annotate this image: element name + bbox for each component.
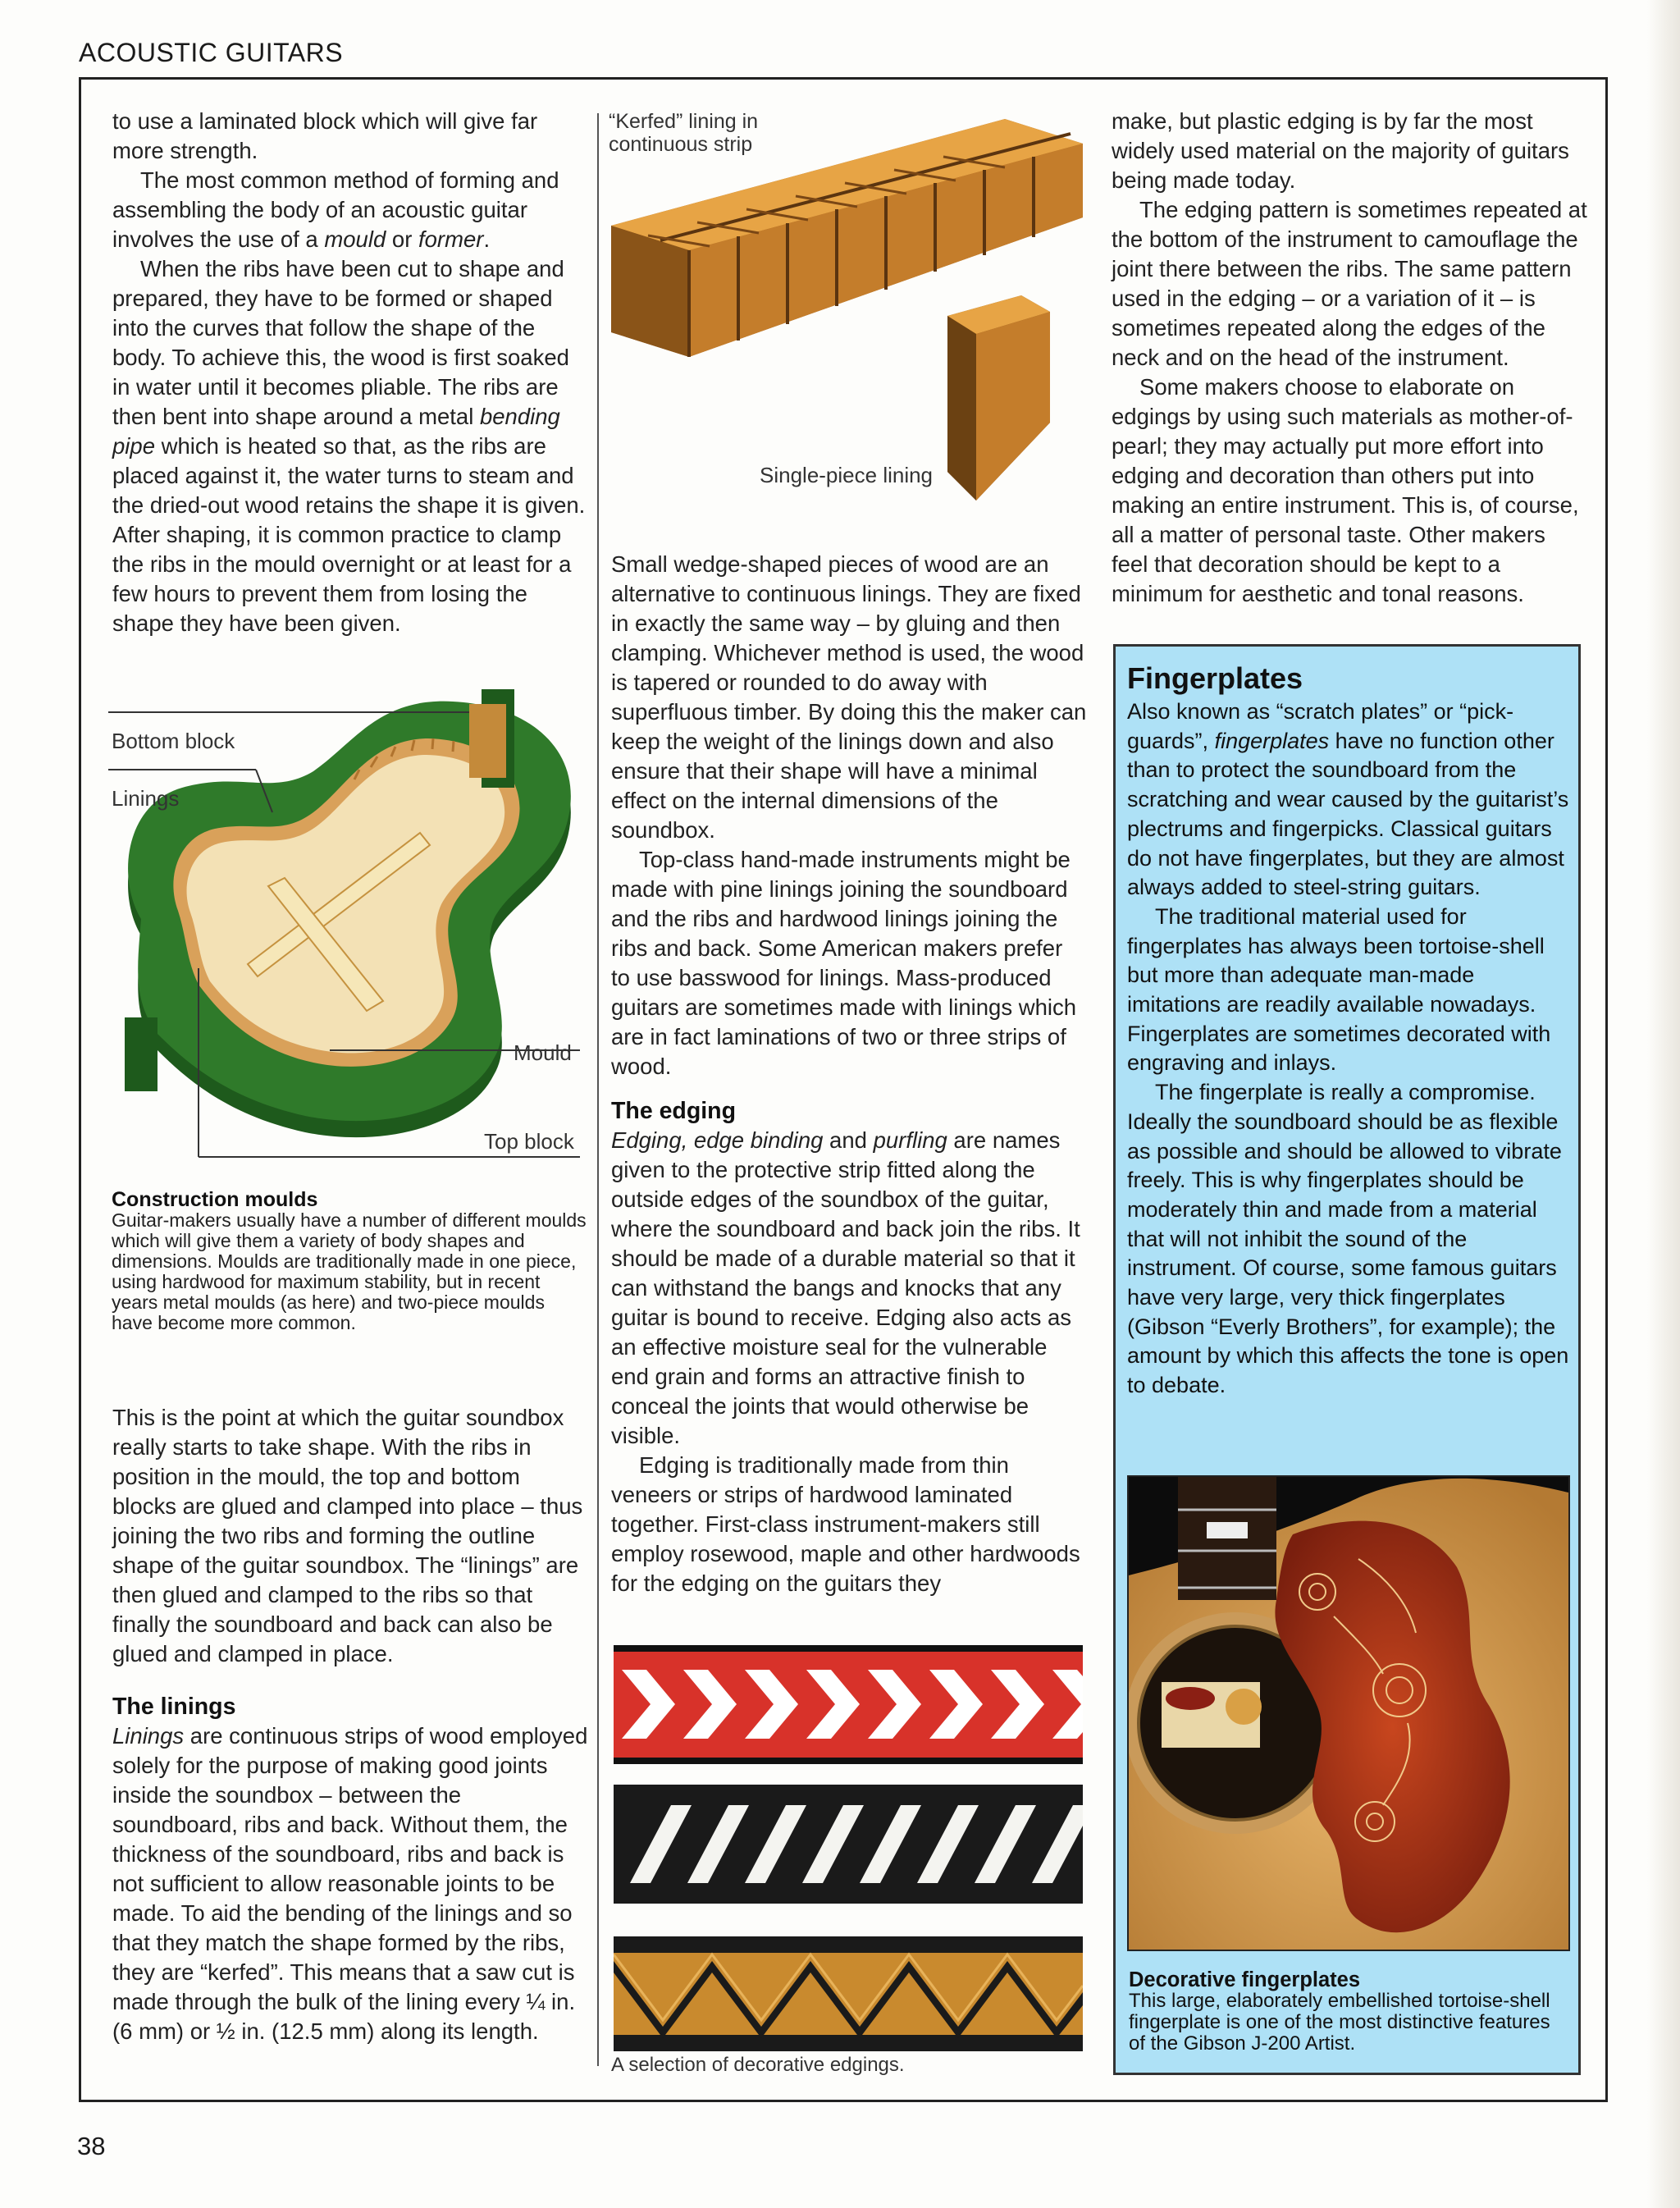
label-bottom-block: Bottom block <box>112 729 235 753</box>
gibson-fingerplate-photo <box>1127 1475 1570 1951</box>
subhead-linings: The linings <box>112 1694 236 1720</box>
label-top-block: Top block <box>484 1129 574 1154</box>
running-head: ACOUSTIC GUITARS <box>79 38 344 67</box>
decorative-edging-zigzag <box>614 1936 1083 2051</box>
construction-mould-illustration <box>108 689 584 1165</box>
paragraph: make, but plastic edging is by far the most widely used material on the majority of guitars being made today. <box>1112 108 1569 193</box>
paragraph: Linings are continuous strips of wood employed solely for the purpose of making good joints inside the soundbox – between the soundboard, ribs and back. Without them, the thickness of the soundboard, ribs and back is not sufficient to allow reasonable joints to be made. To aid the bending of the linings and so that they match the shape formed by the ribs, they are “kerfed”. This means that a saw cut is made through the bulk of the lining every ¼ in. (6 mm) or ½ in. (12.5 mm) along its length. <box>112 1723 588 2044</box>
fingerplate-photo-caption <box>1129 1969 1572 2055</box>
paragraph: The most common method of forming and assembling the body of an acoustic guitar involves the use of a mould or former. <box>112 167 559 252</box>
paragraph: Top-class hand-made instruments might be made with pine linings joining the soundboard and the ribs and hardwood linings joining the ribs and back. Some American makers prefer to use basswood for linings. Mass-produced guitars are sometimes made with linings which are in fact laminations of two or three strips of wood. <box>611 847 1077 1079</box>
paragraph: The edging pattern is sometimes repeated at the bottom of the instrument to camouflage the joint there between the ribs. The same pattern used in the edging – or a variation of it – is sometimes repeated along the edges of the neck and on the head of the instrument. <box>1112 197 1587 370</box>
caption-title: Construction moulds <box>112 1188 318 1211</box>
column1-bottom-text <box>112 1403 588 2046</box>
decorative-edging-diagonal-stripes <box>614 1785 1083 1904</box>
label-mould: Mould <box>514 1040 572 1065</box>
fingerplates-sidebar <box>1113 644 1581 2075</box>
paragraph: Also known as “scratch plates” or “pick-guards”, fingerplates have no function other than to protect the soundboard from the scratching and wear caused by the guitarist’s plectrums and fingerpicks. Classical guitars do not have fingerplates, but they are almost always added to steel-string guitars. <box>1127 699 1569 900</box>
page-edge-shadow <box>1647 0 1680 2208</box>
fingerplates-text <box>1127 697 1570 1401</box>
column1-top-text <box>112 107 588 638</box>
paragraph: The fingerplate is really a compromise. Ideally the soundboard should be as flexible as possible and should be allowed to vibrate freely. This is why fingerplates should be moderately thin and made from a material that will not inhibit the sound of the instrument. Of course, some famous guitars have very large, very thick fingerplates (Gibson “Everly Brothers”, for example); the amount by which this affects the tone is open to debate. <box>1127 1080 1569 1398</box>
paragraph: Edging is traditionally made from thin veneers or strips of hardwood laminated together. First-class instrument-makers still employ rosewood, maple and other hardwoods for the edging on the guitars they <box>611 1452 1080 1596</box>
caption-title: Decorative fingerplates <box>1129 1968 1361 1991</box>
paragraph: to use a laminated block which will give far more strength. <box>112 108 538 163</box>
paragraph: The traditional material used for fingerplates has always been tortoise-shell but more than adequate man-made imitations are readily available nowadays. Fingerplates are sometimes decorated with engraving and inlays. <box>1127 903 1551 1076</box>
label-single-piece-lining: Single-piece lining <box>760 463 934 487</box>
column-rule-right <box>1095 113 1097 1246</box>
subhead-edging: The edging <box>611 1098 736 1124</box>
column3-text <box>1112 107 1587 609</box>
caption-text: Guitar-makers usually have a number of different moulds which will give them a variety of body shapes and dimensions. Moulds are traditionally made in one piece, using hardwood for maximum stability, but in recent years metal moulds (as here) and two-piece moulds have become more common. <box>112 1209 587 1333</box>
paragraph: Some makers choose to elaborate on edgings by using such materials as mother-of-pearl; they may actually put more effort into edging and decoration than others put into making an entire instrument. This is, of course, all a matter of personal taste. Other makers feel that decoration should be kept to a minimum for aesthetic and tonal reasons. <box>1112 374 1579 606</box>
label-kerfed-lining: “Kerfed” lining in continuous strip <box>609 110 759 156</box>
paragraph: Edging, edge binding and purfling are names given to the protective strip fitted along the outside edges of the soundbox of the guitar, where the soundboard and back join the ribs. It should be made of a durable material so that it can withstand the bangs and knocks that any guitar is bound to receive. Edging also acts as an effective moisture seal for the vulnerable end grain and forms an attractive finish to conceal the joints that would otherwise be visible. <box>611 1127 1080 1448</box>
fingerplates-title: Fingerplates <box>1127 661 1303 695</box>
column2-text <box>611 550 1087 1598</box>
caption-text: This large, elaborately embellished tortoise-shell fingerplate is one of the most distinctive features of the Gibson J-200 Artist. <box>1129 1990 1550 2055</box>
decorative-edging-red-chevron <box>614 1645 1083 1764</box>
paragraph: This is the point at which the guitar soundbox really starts to take shape. With the ribs in position in the mould, the top and bottom blocks are glued and clamped into place – thus joining the two ribs and forming the outline shape of the guitar soundbox. The “linings” are then glued and clamped to the ribs so that finally the soundboard and back can also be glued and clamped in place. <box>112 1405 583 1666</box>
page-number: 38 <box>77 2132 106 2160</box>
paragraph: Small wedge-shaped pieces of wood are an alternative to continuous linings. They are fixed in exactly the same way – by gluing and then clamping. Whichever method is used, the wood is tapered or rounded to do away with superfluous timber. By doing this the maker can keep the weight of the linings down and also ensure that their shape will have a minimal effect on the internal dimensions of the soundbox. <box>611 551 1087 843</box>
figure-caption-construction-moulds <box>112 1190 587 1333</box>
kerfed-lining-illustration <box>611 111 1083 505</box>
paragraph: When the ribs have been cut to shape and prepared, they have to be formed or shaped into the curves that follow the shape of the body. To achieve this, the wood is first soaked in water until it becomes pliable. The ribs are then bent into shape around a metal bending pipe which is heated so that, as the ribs are placed against it, the water turns to steam and the dried-out wood retains the shape it is given. After shaping, it is common practice to clamp the ribs in the mould overnight or at least for a few hours to prevent them from losing the shape they have been given. <box>112 256 586 636</box>
column-rule-left <box>597 113 599 2066</box>
caption-decorative-edgings: A selection of decorative edgings. <box>611 2054 905 2076</box>
label-linings: Linings <box>112 786 180 811</box>
